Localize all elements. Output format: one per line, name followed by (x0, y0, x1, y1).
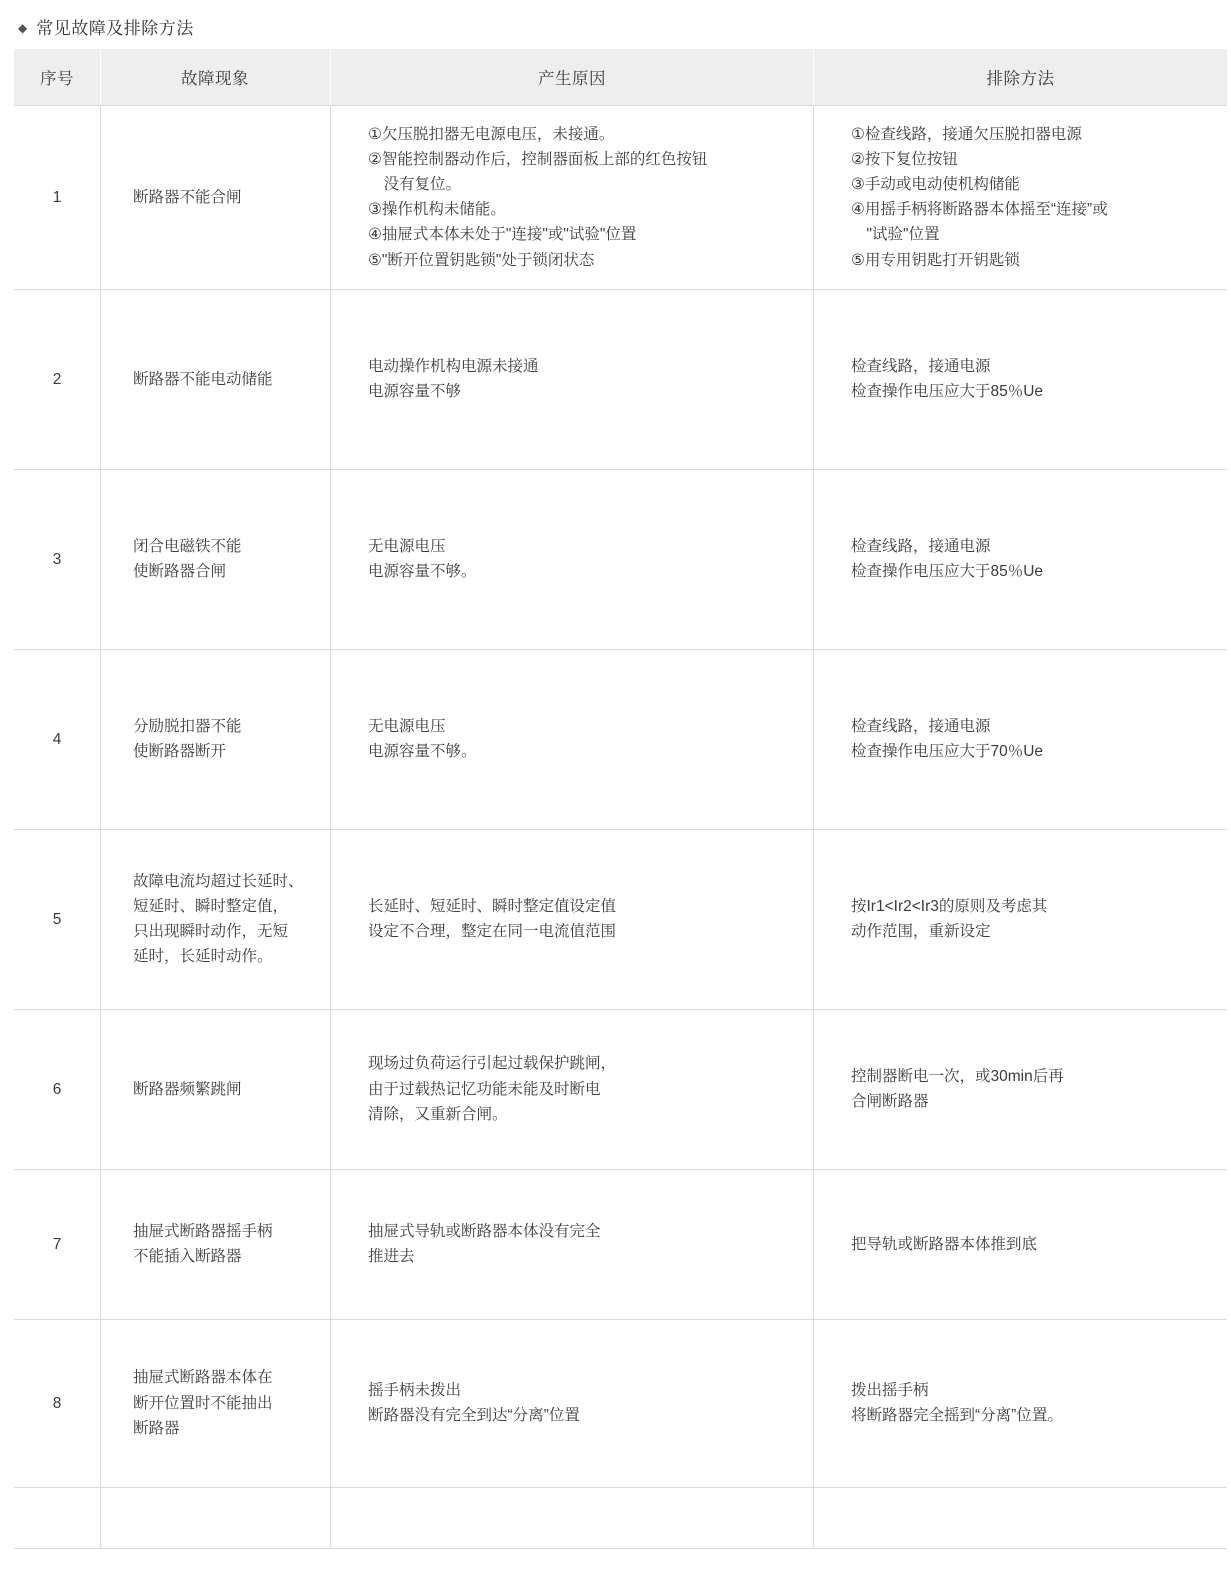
text-line: 动作范围，重新设定 (851, 923, 991, 941)
text-line: 清除，又重新合闸。 (368, 1105, 508, 1123)
table-body (14, 106, 1227, 1549)
text-line: 断路器不能合闸 (133, 188, 242, 206)
cell-cause-content (331, 894, 813, 944)
cell-cause (331, 1009, 814, 1169)
table-row (14, 829, 1227, 1009)
table-header (14, 49, 1227, 106)
text-line: 将断路器完全摇到“分离”位置。 (851, 1407, 1063, 1425)
cell-no: 4 (14, 649, 101, 829)
text-line: 检查线路，接通电源 (851, 538, 991, 556)
table-row (14, 1169, 1227, 1319)
text-line: ③手动或电动使机构储能 (851, 176, 1020, 194)
cell-no: 5 (14, 829, 101, 1009)
section-title: 常见故障及排除方法 (36, 19, 194, 38)
column-header-cause: 产生原因 (331, 49, 814, 106)
cell-cause-content (331, 714, 813, 764)
text-line: ①检查线路，接通欠压脱扣器电源 (851, 126, 1082, 143)
text-line: 摇手柄未拨出 (368, 1382, 462, 1400)
text-line: 按Ir1<Ir2<Ir3的原则及考虑其 (851, 898, 1048, 916)
cell-phenomenon-content (101, 1077, 330, 1102)
text-line: 不能插入断路器 (133, 1248, 242, 1266)
text-line: 短延时、瞬时整定值， (133, 898, 289, 916)
text-line: 合闸断路器 (851, 1093, 929, 1111)
cell-cause-content (331, 1378, 813, 1428)
cell-cause (331, 469, 814, 649)
column-header-remedy: 排除方法 (814, 49, 1228, 106)
text-line: 抽屉式断路器本体在 (133, 1369, 273, 1387)
text-line: ①欠压脱扣器无电源电压，未接通。 (368, 126, 615, 143)
cell-no: 2 (14, 289, 101, 469)
text-line: ④用摇手柄将断路器本体摇至“连接”或 (851, 201, 1108, 219)
cell-remedy (814, 1169, 1228, 1319)
table-row-partial (14, 1487, 1227, 1548)
cell-remedy-content (814, 354, 1227, 404)
text-line: 分励脱扣器不能 (133, 718, 242, 736)
cell-empty (814, 1487, 1228, 1548)
cell-phenomenon (101, 829, 331, 1009)
cell-remedy-content (814, 122, 1227, 273)
text-line: 断路器频繁跳闸 (133, 1080, 242, 1098)
cell-cause (331, 1319, 814, 1487)
text-line: ③操作机构未储能。 (368, 201, 506, 219)
cell-no: 3 (14, 469, 101, 649)
text-line: 使断路器断开 (133, 743, 227, 761)
text-line: 没有复位。 (368, 176, 462, 194)
cell-remedy-content (814, 1064, 1227, 1114)
text-line: ②智能控制器动作后，控制器面板上部的红色按钮 (368, 151, 708, 169)
text-line: 现场过负荷运行引起过载保护跳闸， (368, 1055, 617, 1073)
cell-remedy (814, 469, 1228, 649)
text-line: 抽屉式导轨或断路器本体没有完全 (368, 1223, 601, 1241)
cell-phenomenon (101, 649, 331, 829)
cell-phenomenon-content (101, 869, 330, 969)
cell-cause (331, 1169, 814, 1319)
cell-phenomenon (101, 1319, 331, 1487)
table-row (14, 1319, 1227, 1487)
text-line: 电动操作机构电源未接通 (368, 358, 539, 376)
text-line: 无电源电压 (368, 718, 446, 736)
cell-no: 1 (14, 106, 101, 290)
text-line: 由于过载热记忆功能未能及时断电 (368, 1080, 601, 1098)
table-row (14, 289, 1227, 469)
cell-phenomenon-content (101, 185, 330, 210)
text-line: 控制器断电一次，或30min后再 (851, 1068, 1064, 1086)
cell-remedy (814, 106, 1228, 290)
text-line: 检查操作电压应大于85％Ue (851, 563, 1044, 581)
cell-remedy (814, 1319, 1228, 1487)
text-line: 电源容量不够。 (368, 743, 477, 761)
cell-cause (331, 106, 814, 290)
text-line: 拨出摇手柄 (851, 1382, 929, 1400)
table-row (14, 1009, 1227, 1169)
text-line: ⑤用专用钥匙打开钥匙锁 (851, 251, 1020, 269)
cell-phenomenon-content (101, 1365, 330, 1440)
text-line: "试验"位置 (851, 226, 940, 244)
cell-remedy (814, 649, 1228, 829)
table-header-row (14, 49, 1227, 106)
cell-phenomenon (101, 1009, 331, 1169)
cell-cause (331, 829, 814, 1009)
cell-phenomenon (101, 106, 331, 290)
cell-phenomenon-content (101, 714, 330, 764)
text-line: 闭合电磁铁不能 (133, 538, 242, 556)
text-line: 抽屉式断路器摇手柄 (133, 1223, 273, 1241)
text-line: 长延时、短延时、瞬时整定值设定值 (368, 898, 617, 916)
text-line: 使断路器合闸 (133, 563, 227, 581)
text-line: 断路器 (133, 1419, 180, 1437)
cell-no: 6 (14, 1009, 101, 1169)
cell-remedy (814, 289, 1228, 469)
cell-cause-content (331, 122, 813, 273)
fault-troubleshooting-table (14, 49, 1227, 1549)
column-header-no: 序号 (14, 49, 101, 106)
text-line: 推进去 (368, 1248, 415, 1266)
cell-remedy-content (814, 534, 1227, 584)
cell-empty (14, 1487, 101, 1548)
text-line: ⑤"断开位置钥匙锁"处于锁闭状态 (368, 251, 595, 269)
table-row (14, 106, 1227, 290)
cell-remedy-content (814, 1378, 1227, 1428)
cell-cause-content (331, 534, 813, 584)
cell-remedy (814, 829, 1228, 1009)
text-line: 把导轨或断路器本体推到底 (851, 1235, 1038, 1253)
text-line: 检查操作电压应大于70％Ue (851, 743, 1044, 761)
cell-cause (331, 649, 814, 829)
cell-phenomenon-content (101, 1219, 330, 1269)
text-line: 检查操作电压应大于85％Ue (851, 383, 1044, 401)
cell-empty (101, 1487, 331, 1548)
cell-cause-content (331, 1219, 813, 1269)
table-row (14, 649, 1227, 829)
text-line: 断开位置时不能抽出 (133, 1394, 273, 1412)
cell-phenomenon (101, 1169, 331, 1319)
cell-remedy-content (814, 1232, 1227, 1257)
text-line: 断路器没有完全到达“分离”位置 (368, 1407, 580, 1425)
text-line: 设定不合理，整定在同一电流值范围 (368, 923, 617, 941)
cell-no: 8 (14, 1319, 101, 1487)
text-line: 无电源电压 (368, 538, 446, 556)
text-line: ④抽屉式本体未处于"连接"或"试验"位置 (368, 226, 637, 244)
text-line: 检查线路，接通电源 (851, 358, 991, 376)
cell-empty (331, 1487, 814, 1548)
diamond-bullet-icon: ◆ (18, 20, 28, 35)
table-row (14, 469, 1227, 649)
cell-cause-content (331, 354, 813, 404)
cell-phenomenon (101, 469, 331, 649)
cell-phenomenon (101, 289, 331, 469)
text-line: 电源容量不够 (368, 383, 462, 401)
text-line: 只出现瞬时动作，无短 (133, 923, 289, 941)
text-line: 故障电流均超过长延时、 (133, 872, 304, 890)
cell-remedy (814, 1009, 1228, 1169)
text-line: ②按下复位按钮 (851, 151, 958, 169)
text-line: 检查线路，接通电源 (851, 718, 991, 736)
cell-remedy-content (814, 714, 1227, 764)
section-heading (14, 10, 1217, 49)
cell-phenomenon-content (101, 367, 330, 392)
column-header-phenomenon: 故障现象 (101, 49, 331, 106)
cell-cause (331, 289, 814, 469)
cell-remedy-content (814, 894, 1227, 944)
cell-cause-content (331, 1051, 813, 1126)
cell-phenomenon-content (101, 534, 330, 584)
text-line: 延时，长延时动作。 (133, 948, 273, 966)
text-line: 断路器不能电动储能 (133, 370, 273, 388)
text-line: 电源容量不够。 (368, 563, 477, 581)
cell-no: 7 (14, 1169, 101, 1319)
